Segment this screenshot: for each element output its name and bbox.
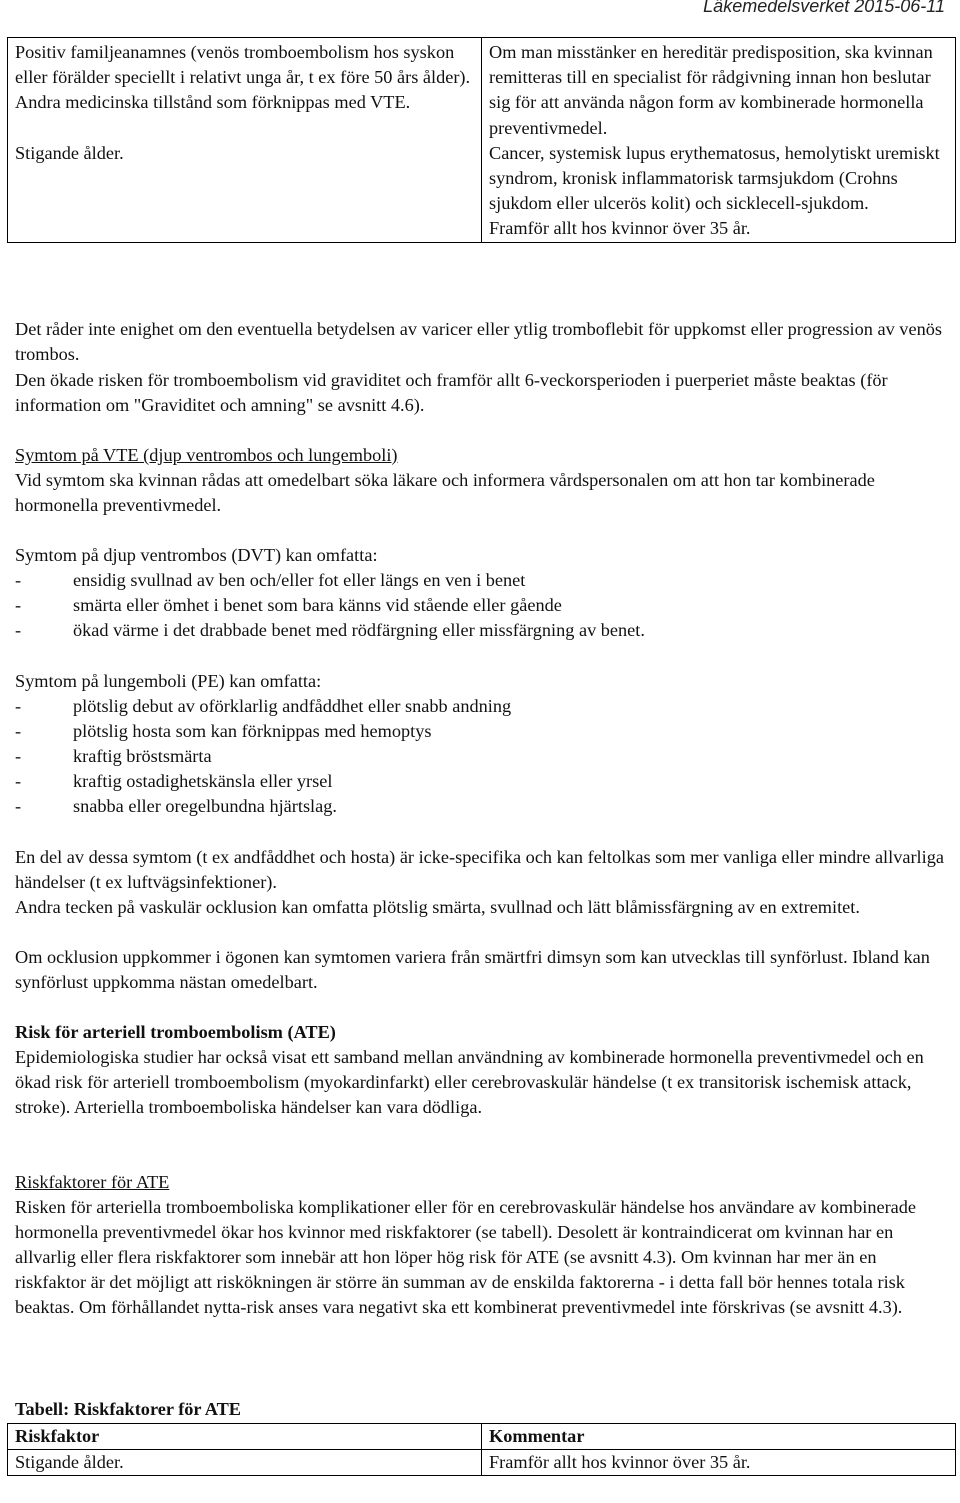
table-header-row [8,1424,956,1450]
risk-table-ate [7,1423,956,1476]
paragraph-riskfaktorer: Risken för arteriella tromboemboliska komplikationer eller för en cerebrovaskulär händelse hos användare av kombinerade hormonella preventivmedel ökar hos kvinnor med riskfaktorer (se tabell). Desolett är kontraindicerat om kvinnan har en allvarlig eller flera riskfaktorer som innebär att hon löper hög risk för ATE (se avsnitt 4.3). Om kvinnan har mer än en riskfaktor är det möjligt att riskökningen är större än summan av de enskilda faktorerna - i detta fall bör hennes totala risk beaktas. Om förhållandet nytta-risk anses vara negativt ska ett kombinerat preventivmedel inte förskrivas (se avsnitt 4.3). [15,1197,917,1317]
risk-factor-medical-conditions: Andra medicinska tillstånd som förknippas med VTE. [15,92,411,113]
paragraph-symtom-vte: Vid symtom ska kvinnan rådas att omedelbart söka läkare och informera vårdspersonalen om att hon tar kombinerade hormonella preventivmedel. [15,470,875,515]
document-header-source: Läkemedelsverket 2015-06-11 [703,0,945,16]
risk-factor-age: Stigande ålder. [15,142,124,163]
table-caption: Tabell: Riskfaktorer för ATE [15,1399,241,1419]
heading-symtom-vte: Symtom på VTE (djup ventrombos och lungemboli) [15,445,398,465]
list-item: - kraftig bröstsmärta [15,746,212,766]
pe-intro: Symtom på lungemboli (PE) kan omfatta: [15,671,322,691]
risk-table-vte-continued [7,37,956,243]
list-item: - ökad värme i det drabbade benet med rödfärgning eller missfärgning av benet. [15,620,645,640]
list-item: - smärta eller ömhet i benet som bara känns vid stående eller gående [15,595,562,615]
dvt-symptoms-block [15,543,950,643]
list-item: - plötslig hosta som kan förknippas med hemoptys [15,721,432,741]
pe-symptoms-block [15,669,950,819]
comment-age: Framför allt hos kvinnor över 35 år. [489,218,751,239]
dvt-symptom-list [15,568,950,643]
list-item: - ensidig svullnad av ben och/eller fot eller längs en ven i benet [15,570,526,590]
dvt-intro: Symtom på djup ventrombos (DVT) kan omfatta: [15,545,378,565]
column-header-riskfaktor: Riskfaktor [8,1424,482,1450]
pe-symptom-list [15,694,950,819]
paragraph-vaskular: Andra tecken på vaskulär ocklusion kan omfatta plötslig smärta, svullnad och lätt blåmissfärgning av en extremitet. [15,897,860,917]
column-header-kommentar: Kommentar [482,1424,956,1450]
paragraph-graviditet: Den ökade risken för tromboembolism vid graviditet och framför allt 6-veckorsperioden i puerperiet måste beaktas (för information om "Graviditet och amning" se avsnitt 4.6). [15,370,888,415]
comment-medical-conditions: Cancer, systemisk lupus erythematosus, hemolytiskt uremiskt syndrom, kronisk inflammatorisk tarmsjukdom (Crohns sjukdom eller ulcerös kolit) och sicklecell-sjukdom. [489,142,940,214]
cell-kommentar: Framför allt hos kvinnor över 35 år. [482,1450,956,1476]
list-item: - kraftig ostadighetskänsla eller yrsel [15,771,333,791]
list-item: - plötslig debut av oförklarlig andfåddhet eller snabb andning [15,696,512,716]
risk-factor-family-history: Positiv familjeanamnes (venös tromboembolism hos syskon eller förälder speciellt i relativt unga år, t ex före 50 års ålder). [15,42,471,88]
heading-riskfaktorer: Riskfaktorer för ATE [15,1172,170,1192]
table-row [8,1450,956,1476]
heading-ate: Risk för arteriell tromboembolism (ATE) [15,1022,336,1042]
comments-cell [482,38,956,243]
cell-riskfaktor: Stigande ålder. [8,1450,482,1476]
list-item: - snabba eller oregelbundna hjärtslag. [15,796,337,816]
comment-family-history: Om man misstänker en hereditär predisposition, ska kvinnan remitteras till en specialist för rådgivning innan hon beslutar sig för att använda någon form av kombinerade hormonella preventivmedel. [489,42,933,138]
paragraph-ate: Epidemiologiska studier har också visat ett samband mellan användning av kombinerade hormonella preventivmedel och en ökad risk för arteriell tromboembolism (myokardinfarkt) eller cerebrovaskulär händelse (t ex transitorisk ischemisk attack, stroke). Arteriella tromboemboliska händelser kan vara dödliga. [15,1047,924,1117]
paragraph-varicer: Det råder inte enighet om den eventuella betydelsen av varicer eller ytlig tromboflebit för uppkomst eller progression av venös trombos. [15,319,942,364]
risk-factors-cell [8,38,482,243]
paragraph-ogon: Om ocklusion uppkommer i ögonen kan symtomen variera från smärtfri dimsyn som kan utvecklas till synförlust. Ibland kan synförlust uppkomma nästan omedelbart. [15,947,930,992]
paragraph-ospecifika: En del av dessa symtom (t ex andfåddhet och hosta) är icke-specifika och kan feltolkas som mer vanliga eller mindre allvarliga händelser (t ex luftvägsinfektioner). [15,847,944,892]
